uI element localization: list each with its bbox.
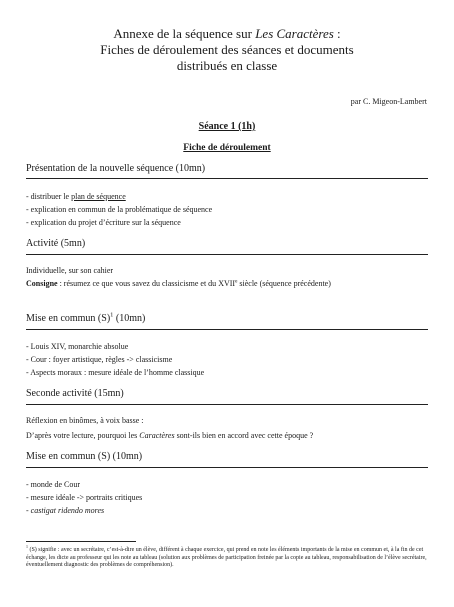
work-title: Les Caractères [255, 26, 334, 41]
list-item: - Aspects moraux : mesure idéale de l’homme classique [26, 368, 205, 377]
seance-title: Séance 1 (1h) [198, 121, 256, 132]
section-heading-presentation: Présentation de la nouvelle séquence (10mn) [26, 163, 206, 174]
footnote-divider [26, 541, 136, 542]
plan-link[interactable]: plan de séquence [71, 192, 126, 201]
list-item: - distribuer le plan de séquence [26, 192, 126, 201]
list-item: - monde de Cour [26, 480, 80, 489]
consigne: Consigne : résumez ce que vous savez du classicisme et du XVIIe siècle (séquence précédente) [26, 278, 331, 288]
list-item: - explication du projet d’écriture sur la séquence [26, 218, 181, 227]
author: par C. Migeon-Lambert [350, 97, 427, 106]
section-heading-mise-en-commun-1: Mise en commun $(S)^1$ (10mn) [26, 311, 146, 324]
list-item: - mesure idéale -> portraits critiques [26, 493, 143, 502]
title-line-3: distribués en classe [176, 58, 278, 73]
instruction-line: Réflexion en binômes, à voix basse : [26, 416, 144, 425]
section-divider [26, 254, 428, 255]
section-heading-activite: Activité (5mn) [26, 238, 86, 249]
section-divider [26, 178, 428, 179]
list-item: - Cour : foyer artistique, règles -> classicisme [26, 355, 173, 364]
title-line-1: Annexe de la séquence sur Les Caractères : [113, 26, 341, 41]
list-item: - Louis XIV, monarchie absolue [26, 342, 129, 351]
list-item: - explication en commun de la problématique de séquence [26, 205, 213, 214]
instruction-line: Individuelle, sur son cahier [26, 266, 114, 275]
section-heading-mise-en-commun-2: Mise en commun (S) (10mn) [26, 451, 143, 462]
section-heading-seconde-activite: Seconde activité (15mn) [26, 388, 124, 399]
footnote: $^1$ (S) signifie : avec un secrétaire, c’est-à-dire un élève, différent à chaque exercice, qui prend en note les éléments importants de la mise en commun et, à la fin de cet échange, les dicte au professeur qui les note au tableau (solution aux problèmes de participation freinée par la copie au tableau, responsabilisation de l’élève secrétaire, éventuellement diagnostic des problèmes de compréhension). [26, 545, 427, 568]
section-divider [26, 467, 428, 468]
document-title [20, 26, 434, 74]
section-divider [26, 329, 428, 330]
question-line: D’après votre lecture, pourquoi les Caractères sont-ils bien en accord avec cette époque ? [26, 431, 314, 440]
title-line-2: Fiches de déroulement des séances et documents [100, 42, 354, 57]
fiche-title: Fiche de déroulement [183, 143, 271, 153]
section-divider [26, 404, 428, 405]
list-item: - castigat ridendo mores [26, 506, 105, 515]
